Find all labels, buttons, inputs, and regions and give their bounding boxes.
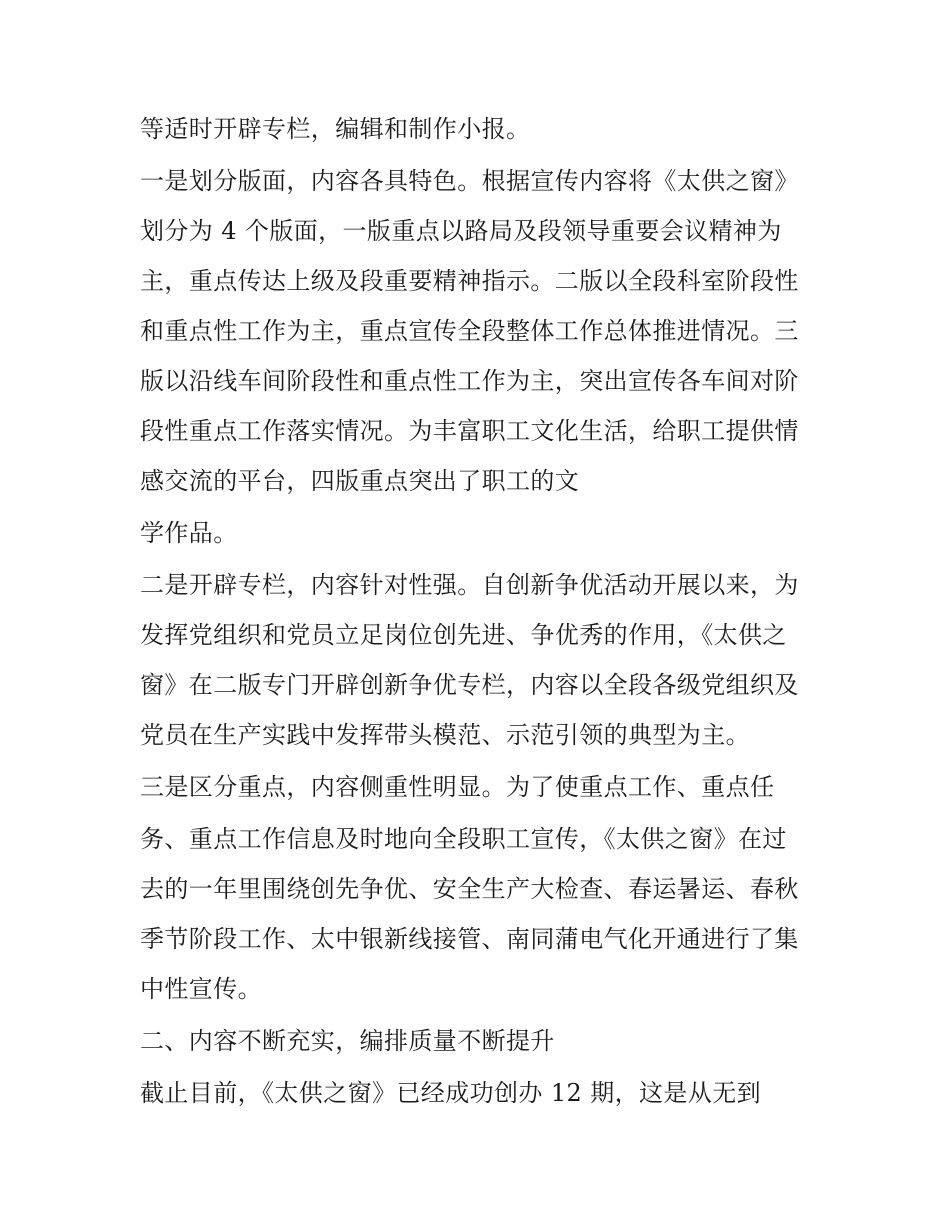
text-line: 发挥党组织和党员立足岗位创先进、争优秀的作用，《太供之	[140, 621, 787, 649]
text-line: 学作品。	[140, 519, 238, 547]
text-line: 窗》在二版专门开辟创新争优专栏，内容以全段各级党组织及	[140, 671, 799, 699]
text-line: 一是划分版面，内容各具特色。根据宣传内容将《太供之窗》	[140, 167, 799, 195]
text-line: 感交流的平台，四版重点突出了职工的文	[140, 467, 580, 495]
text-line: 务、重点工作信息及时地向全段职工宣传，《太供之窗》在过	[140, 825, 787, 853]
text-line: 等适时开辟专栏，编辑和制作小报。	[140, 115, 531, 143]
text-line: 段性重点工作落实情况。为丰富职工文化生活，给职工提供情	[140, 417, 799, 445]
text-line: 二是开辟专栏，内容针对性强。自创新争优活动开展以来，为	[140, 571, 799, 599]
text-line: 党员在生产实践中发挥带头模范、示范引领的典型为主。	[140, 721, 750, 749]
text-line: 和重点性工作为主，重点宣传全段整体工作总体推进情况。三	[140, 317, 799, 345]
text-line: 中性宣传。	[140, 975, 262, 1003]
section-heading: 二、内容不断充实，编排质量不断提升	[140, 1027, 555, 1055]
text-line: 三是区分重点，内容侧重性明显。为了使重点工作、重点任	[140, 773, 775, 801]
text-line: 版以沿线车间阶段性和重点性工作为主，突出宣传各车间对阶	[140, 367, 799, 395]
text-line: 季节阶段工作、太中银新线接管、南同蒲电气化开通进行了集	[140, 925, 799, 953]
text-line: 去的一年里围绕创先争优、安全生产大检查、春运暑运、春秋	[140, 875, 799, 903]
text-line: 主，重点传达上级及段重要精神指示。二版以全段科室阶段性	[140, 267, 799, 295]
text-line: 截止目前，《太供之窗》已经成功创办 12 期，这是从无到	[140, 1079, 761, 1107]
text-line: 划分为 4 个版面，一版重点以路局及段领导重要会议精神为	[140, 217, 782, 245]
